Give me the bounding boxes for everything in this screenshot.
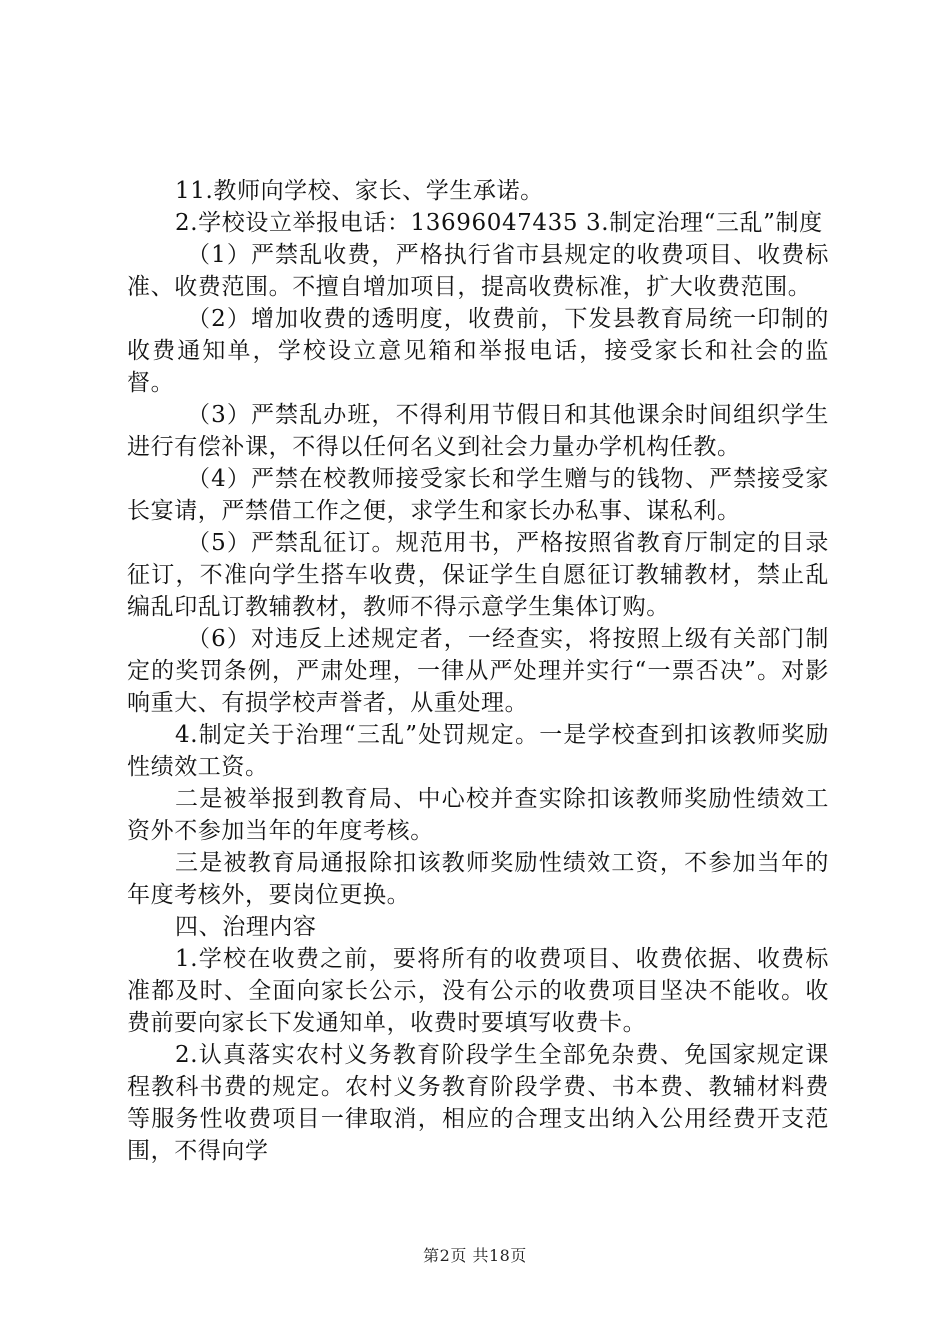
document-body: [127, 175, 829, 1167]
paragraph-rule-5: （5）严禁乱征订。规范用书，严格按照省教育厅制定的目录征订，不准向学生搭车收费，保证学生自愿征订教辅教材，禁止乱编乱印乱订教辅教材，教师不得示意学生集体订购。: [127, 530, 829, 620]
paragraph-commitment: 11.教师向学校、家长、学生承诺。: [175, 178, 544, 204]
paragraph-rule-4: （4）严禁在校教师接受家长和学生赠与的钱物、严禁接受家长宴请，严禁借工作之便，求学生和家长办私事、谋私利。: [127, 466, 829, 524]
paragraph-penalty-2: 二是被举报到教育局、中心校并查实除扣该教师奖励性绩效工资外不参加当年的年度考核。: [127, 786, 829, 844]
paragraph-rule-1: （1）严禁乱收费，严格执行省市县规定的收费项目、收费标准、收费范围。不擅自增加项目，提高收费标准，扩大收费范围。: [127, 242, 829, 300]
paragraph-rule-3: （3）严禁乱办班，不得利用节假日和其他课余时间组织学生进行有偿补课，不得以任何名义到社会力量办学机构任教。: [127, 402, 829, 460]
paragraph-rule-6: （6）对违反上述规定者，一经查实，将按照上级有关部门制定的奖罚条例，严肃处理，一律从严处理并实行“一票否决”。对影响重大、有损学校声誉者，从重处理。: [127, 626, 829, 716]
paragraph-penalty-3: 三是被教育局通报除扣该教师奖励性绩效工资，不参加当年的年度考核外，要岗位更换。: [127, 850, 829, 908]
paragraph-content-2: 2.认真落实农村义务教育阶段学生全部免杂费、免国家规定课程教科书费的规定。农村义务教育阶段学费、书本费、教辅材料费等服务性收费项目一律取消，相应的合理支出纳入公用经费开支范围，不得向学: [127, 1042, 829, 1164]
paragraph-penalty-1: 4.制定关于治理“三乱”处罚规定。一是学校查到扣该教师奖励性绩效工资。: [127, 722, 829, 780]
paragraph-content-1: 1.学校在收费之前，要将所有的收费项目、收费依据、收费标准都及时、全面向家长公示，没有公示的收费项目坚决不能收。收费前要向家长下发通知单，收费时要填写收费卡。: [127, 946, 829, 1036]
paragraph-hotline: 2.学校设立举报电话：13696047435 3.制定治理“三乱”制度: [175, 210, 823, 236]
section-heading-governance: 四、治理内容: [175, 914, 317, 940]
paragraph-rule-2: （2）增加收费的透明度，收费前，下发县教育局统一印制的收费通知单，学校设立意见箱和举报电话，接受家长和社会的监督。: [127, 306, 829, 396]
page-number-footer: 第2页 共18页: [423, 1246, 527, 1265]
